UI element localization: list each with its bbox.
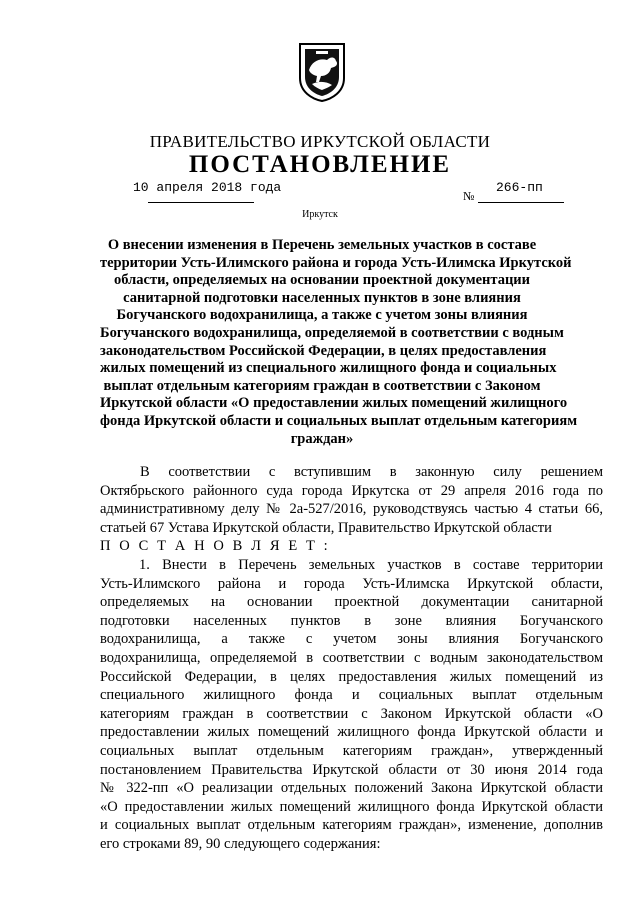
document-type-title: ПОСТАНОВЛЕНИЕ [188, 151, 452, 178]
preamble-line: В соответствии с вступившим в законную силу решением [140, 464, 603, 480]
heading-line: О внесении изменения в Перечень земельных участков в составе [107, 237, 537, 253]
item1-line: категориям граждан в соответствии с Законом Иркутской области «О [100, 705, 603, 722]
heading-line: Иркутской области «О предоставлении жилых помещений жилищного [100, 395, 568, 412]
item1-line: постановлением Правительства Иркутской области от 30 июня 2014 года [100, 761, 603, 778]
number-underline [478, 202, 564, 203]
item1-line: водохранилища, а также с учетом зоны влияния Богучанского [100, 631, 603, 648]
resolves-line: П О С Т А Н О В Л Я Е Т : [100, 538, 331, 555]
heading-line: законодательством Российской Федерации, в целях предоставления [100, 342, 547, 359]
date-underline [148, 202, 254, 203]
heading-line: фонда Иркутской области и социальных выплат отдельным категориям [100, 412, 578, 429]
document-body [100, 463, 603, 853]
heading-line: области, определяемых на основании проектной документации [113, 272, 531, 289]
item1-line: Усть-Илимского района и города Усть-Илимска Иркутской области, [100, 575, 603, 592]
heading-line: выплат отдельным категориям граждан в соответствии с Законом [103, 377, 541, 394]
item1-line: и социальных выплат отдельным категориям граждан», изменение, дополнив [100, 817, 603, 834]
heading-line: санитарной подготовки населенных пунктов в зоне влияния [123, 289, 521, 306]
item1-line: Российской Федерации, в целях предоставления жилых помещений из [100, 668, 603, 685]
heading-line: жилых помещений из специального жилищного фонда и социальных [100, 360, 557, 377]
item1-line: 1. Внести в Перечень земельных участков в составе территории [139, 556, 603, 573]
item1-line: водохранилища, определяемой в соответствии с водным законодательством [100, 649, 603, 666]
preamble-line: Октябрьского районного суда города Иркутска от 29 апреля 2016 года по [100, 482, 603, 499]
item1-line: социальных выплат отдельным категориям граждан», утвержденный [100, 742, 603, 759]
heading-line: Богучанского водохранилища, а также с учетом зоны влияния [116, 307, 528, 324]
irkutsk-coat-of-arms-icon [298, 42, 346, 102]
preamble-line: статьей 67 Устава Иркутской области, Правительство Иркутской области [100, 519, 552, 536]
heading-line: территории Усть-Илимского района и города Усть-Илимска Иркутской [100, 254, 572, 271]
item1-line: предоставлении жилых помещений жилищного фонда Иркутской области и [100, 724, 603, 741]
item1-line: специального жилищного фонда и социальных выплат отдельным [100, 687, 603, 704]
item1-line: определяемых на основании проектной документации санитарной [100, 594, 603, 611]
document-number: 266-пп [496, 180, 543, 195]
preamble-line: административному делу № 2а-527/2016, руководствуясь частью 4 статьи 66, [100, 501, 603, 518]
item1-line: подготовки населенных пунктов в зоне влияния Богучанского [100, 612, 603, 629]
heading-line: Богучанского водохранилища, определяемой в соответствии с водным [100, 324, 564, 341]
document-heading [100, 237, 578, 448]
city-name: Иркутск [302, 209, 338, 220]
heading-line: граждан» [290, 430, 354, 447]
item1-line: «О предоставлении жилых помещений жилищного фонда Иркутской области [100, 798, 603, 815]
item1-line: № 322-пп «О реализации отдельных положений Закона Иркутской области [100, 780, 603, 797]
number-sign: № [463, 189, 475, 203]
government-name: ПРАВИТЕЛЬСТВО ИРКУТСКОЙ ОБЛАСТИ [149, 132, 491, 151]
document-date: 10 апреля 2018 года [133, 180, 282, 195]
item1-line: его строками 89, 90 следующего содержания: [100, 835, 381, 852]
